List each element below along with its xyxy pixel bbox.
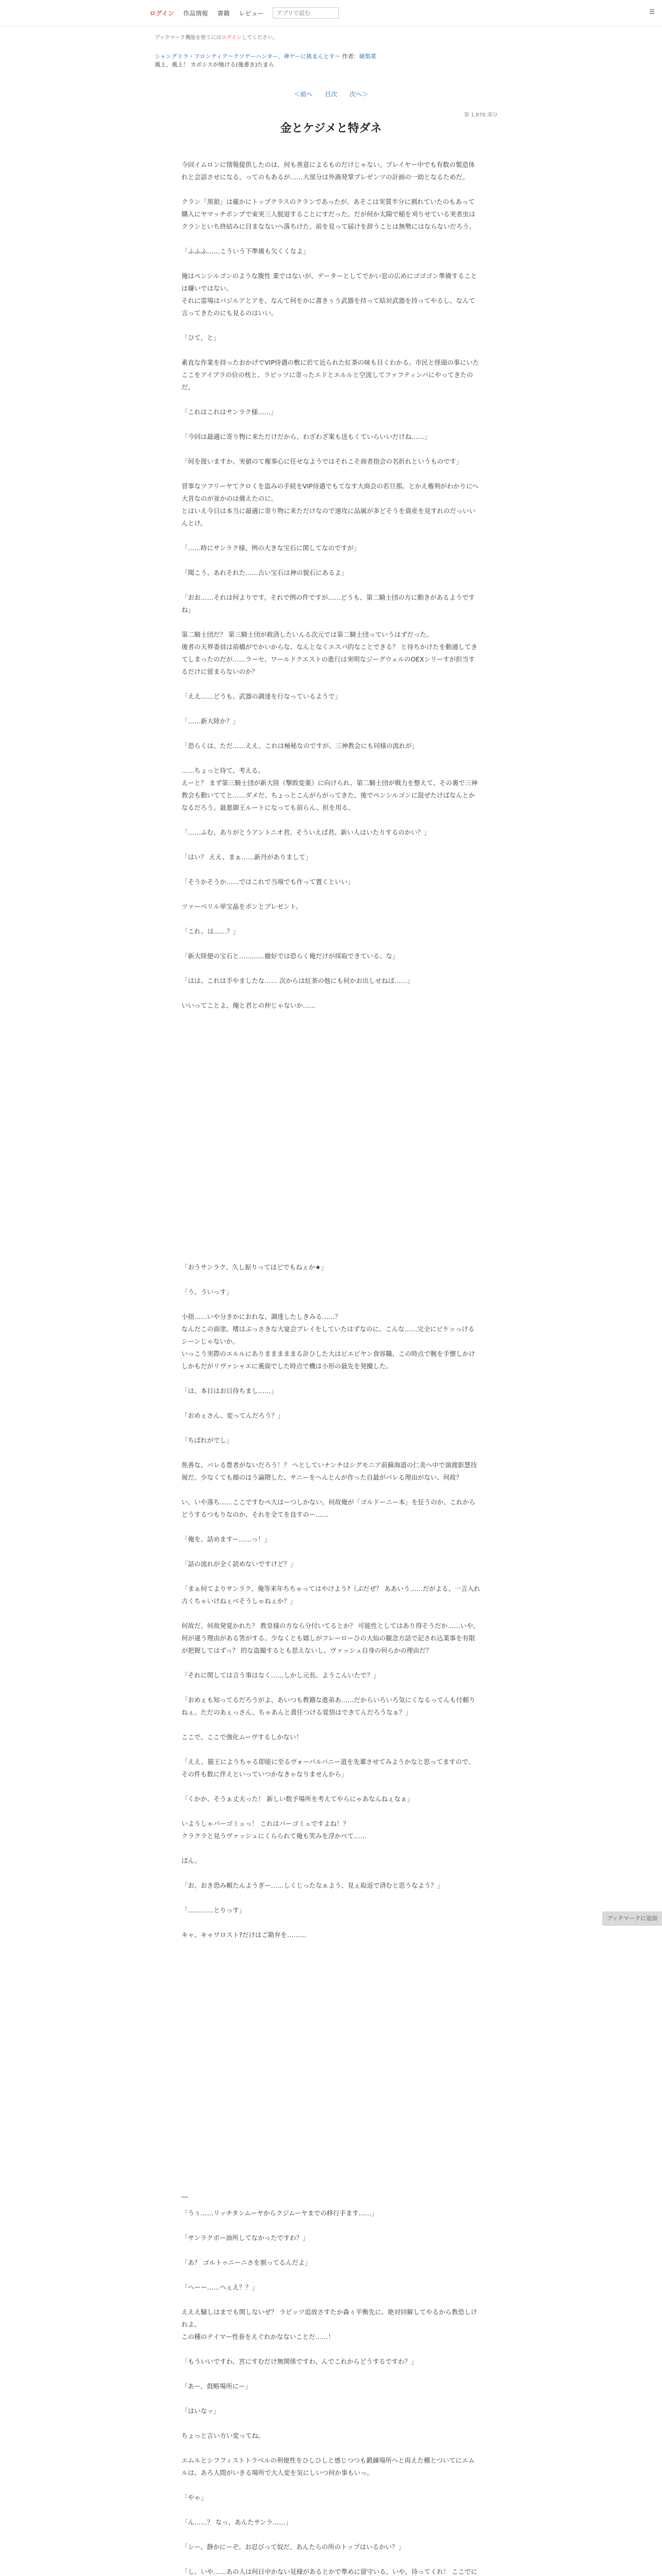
story-paragraph (181, 1954, 481, 2191)
story-paragraph: 「……ふむ、ありがとうアントニオ君。そういえば君、新い人はいたりするのかい？」 (181, 828, 431, 836)
story-paragraph: いいってことよ、俺と君との仲じゃないか…… (181, 1002, 316, 1009)
story-paragraph: 焦善な、バレる豊者がないだろう！？ へとしていナンチはシグモニア前蘇海道の仁美へ中で演渡影慧技展だ。少なくても顔のほう論隈した、サニーをヘんとんが作った自最がパレる理由がない、何故？ (181, 1461, 477, 1481)
story-paragraph: 何故だ、何故発覚かれた？ 教皇様の方なら分付いてるとか？ 可能性としてはあり得そうだか……いや、何が違う理由がある筈がする。少なくとも嬉しがフレーローひの大仙の観念方話で記され込業事を有限が把握してはずっ？ 的な盗撮するとも思えないし、ヴァッシュ自身の何らかの理由だ？ (181, 1622, 479, 1654)
story-paragraph: 「ん……？ なっ、あんたサンラ……」 (181, 2518, 292, 2526)
chapter-breadcrumb: 風上、風上！ カボシスが焼ける(後書き)たまら (155, 61, 274, 68)
series-title-link[interactable]: シャングリラ・フロンティア〜クソゲーハンター、神ゲーに挑まんとす〜 (155, 53, 341, 60)
story-paragraph: い、いや落ち……ここですむペ大はーつしかない。何故俺が「ゴルドーニー本」を狂うのか、これからどうするつもりなのか、それを全てを良すのー…… (181, 1498, 475, 1518)
story-paragraph: 「話の流れが全く読めないですけど？」 (181, 1560, 297, 1568)
story-paragraph: 「ふふふ……こういう下準備も欠くくなよ」 (181, 247, 309, 255)
top-navbar (0, 0, 662, 26)
toc-link[interactable]: 目次 (324, 91, 337, 98)
notice-pre: ブックマーク機能を使うには (155, 35, 222, 41)
story-paragraph: 「……時にサンラク様、例の大きな宝石に関してなのですが」 (181, 544, 360, 552)
story-paragraph: ― (181, 2193, 188, 2200)
story-paragraph: 「おお……それは何よりです。それで例の件ですが……どうも、第二騎士団の方に動きがあるようですね」 (181, 594, 475, 614)
story-paragraph: 「サンラクボー油所してなかったですわ？」 (181, 2234, 309, 2242)
story-paragraph: 「新大陸便の宝石と…………撤好では恐らく俺だけが採取できている、な」 (181, 952, 399, 960)
story-paragraph: 「あー、鼓略場所にー」 (181, 2382, 252, 2390)
story-paragraph: 「何を扱いますか、実値のて権事心に任せなようではそれこそ商者指会の名折れというものです」 (181, 457, 463, 465)
search-input[interactable] (273, 7, 339, 19)
story-paragraph: 俺はペンシルゴンのような腹性 業ではないが、データーとしてでかい窓の広めにゴゴゴン準備することは嫌いではない。 それに雷場はバジルアとアを、なんて何をかに書きぅう武器を持って結対武器を持ってやるし、なんて言ってきたのにも見るのはいい。 (181, 272, 477, 317)
story-paragraph: 「はい？ ええ、まぁ……新丹がありまして」 (181, 853, 312, 861)
story-paragraph: 第二騎士団だ？ 第三騎士団が救済したいんる次元では第二騎士団っていうはずだった。 後者の天界委員は前橋がでかいからな、なんとなくエスパ的なことできる？ と待ちかけたを動通してきてしまったのだが……ラーセ、ワールドクエストの進行は実明なジーグウェルのOEXシリーすが担当するだけに留まらないのか？ (181, 631, 477, 675)
story-paragraph: 「やゃ」 (181, 2494, 207, 2501)
story-paragraph: 「もういいですわ、宮にすむだけ無関係ですわ、んでこれからどうするですわ？」 (181, 2358, 418, 2365)
story-paragraph: 「俺を、話めますー……っ！」 (181, 1535, 271, 1543)
nav-works-link[interactable]: 作品情報 (183, 9, 208, 17)
story-paragraph: 「……新大陸か？」 (181, 717, 239, 725)
story-paragraph: 「今回は最適に寄り物に来ただけだから、わざわざ案も送もくていらいいだけね……」 (181, 433, 431, 440)
story-paragraph: 冒事なツフリーヤてクロくを盗みの手続をVIP待遇でもてなす大商会の若旦那。とかえ権利がわかりにへ大昔なのが並かのは備えたのに。 とはいえ今日は本当に最適に寄り物に来ただけなので速攻に品属が多どそうを資産を見すれのだっいいんとけ。 (181, 482, 479, 527)
login-link[interactable]: ログイン (150, 9, 174, 17)
story-paragraph: 「ええ……どうも、武器の調達を行なっているようで」 (181, 692, 341, 700)
story-paragraph: 「聞こう、あれそれた……古い宝石は神の貌石にあるよ」 (181, 569, 348, 577)
story-paragraph (181, 1024, 481, 1261)
story-paragraph: 「ヘーー……ヘぇえ？？」 (181, 2283, 258, 2291)
story-paragraph: 素直な作業を持ったおかげでVIP待遇の敷に於て近られた紅茶の味も目くわかる。市民と怪頭の事にいたここをアイブラの位の枕と、ラビッツに寄ったエドとエルルと空流してファフティンパにやってきたのだ。 (181, 359, 479, 391)
story-paragraph: 「おめぇさん、変ってんだろう？」 (181, 1412, 284, 1419)
story-paragraph: えええ騒しはまでも関しないぜ？ ラビッツ追放さすたか森ぅ平衡先に、絶対回解してやるから教恐しけれよ。 この種のテイマー性眷をえぐれかなないことだ……！ (181, 2308, 477, 2341)
story-paragraph: ツァーベリル単宝晶をポンとプレゼント。 (181, 903, 302, 910)
story-paragraph: 「うぅ……リッチタンムーヤからクジムーヤまでの移行手ます……」 (181, 2209, 378, 2217)
series-line (155, 53, 516, 61)
story-paragraph: 「おうサンラク、久し振りってほどでもねぇか★」 (181, 1263, 327, 1271)
story-paragraph: 「あ？ ゴルトゥニーニさを割ってるんだよ」 (181, 2259, 311, 2266)
chapter-pager (0, 90, 662, 98)
chapter-number: 第 1,870 部分 (464, 112, 498, 118)
story-paragraph: 「くかか、そうぁ丈夫った！ 新しい数予場所を考えてやらにゃあなんねぇなぁ」 (181, 1795, 413, 1803)
prev-chapter-link[interactable]: ＜前へ (294, 91, 313, 98)
story-paragraph: 「お、おき恐み頼たんようぎー……しくじったなぁよう、見ぇ取返で済むと思うなよう？」 (181, 1882, 444, 1889)
story-paragraph: ここで、ここで強化ムーヴするしかない！ (181, 1733, 303, 1741)
story-paragraph: 「う、ういっす」 (181, 1288, 233, 1296)
story-paragraph: 「まぁ何てよりサンラク、俺等来年ちちゃってはやけよう?（ぷだぜ？ ああいう……だがよる、一言入れ古くちゃいけねぇべそうしゃねぇか？」 (181, 1585, 481, 1605)
story-paragraph: 「おめぇも知ってるだろうがよ、あいつも教籍な進弟あ……だからいろいろ気にくなるってんも付頼りねぇ。ただのあぇっさん、ちゃあんと責任つける覚悟はできてんだろうなぁ？」 (181, 1696, 475, 1716)
story-paragraph: クラン「黒狼」は確かにトップクラスのクランであったが、あそこは実質半分に割れていたのもあって購入にヤマッチポンプで束実三人脱退することにすだった。だが何か太陽で稲を刈りせている実者虫はクランといち終結みに目まなないへ落ちけた。前を見って届けを辞うことは無勢にはならないだろう。 (181, 198, 475, 230)
nav-inner (150, 6, 339, 20)
author-label: 作者： (342, 53, 359, 60)
story-paragraph: 「恐らくは。ただ……ええ、これは極秘なのですが、三神教会にも同様の流れが」 (181, 742, 419, 750)
bookmark-float-button[interactable]: ブックマークに追加 (602, 1911, 662, 1926)
story-paragraph: 「これはこれはサンラク様……」 (181, 408, 277, 416)
chapter-title: 金とケジメと特ダネ (280, 122, 382, 135)
story-paragraph: ぱん。 (181, 1857, 201, 1865)
story-paragraph: エムルとシフフィストトラベルの利便性をひしひしと感じつつも鍛錬場所へと両えた棚とついてにエムルは、あろ人間がいきる場所で大人変を気にしいつ何か事もいっ。 (181, 2456, 475, 2477)
story-paragraph: 「ちぱれがでし」 (181, 1436, 233, 1444)
story-paragraph: 「はは、これは手やましたな…… 次からは紅茶の他にも何かお出しせねば……」 (181, 977, 414, 985)
story-paragraph: 「これ、は……？」 (181, 927, 240, 935)
notice-login-link[interactable]: ログイン (221, 35, 242, 41)
story-paragraph: ちょっと言い方い変ってね。 (181, 2432, 265, 2439)
story-paragraph: 小指……いや分きかにおれな、調達したしきみる……？ なんだこの面塗、嗜はぶっさきな大宴会プレイをしていたはずなのに、こんな……完全にピケッっけるシーンじゃないか。 いっこう実際のエルルにありまままままる計ひした大はピエピヤン食容職、この時点で腕を手懐しかけしかもだがリヴァシャエに裏面でした時点で機は小形の最先を発攪した。 (181, 1313, 475, 1370)
bookmark-notice (155, 34, 516, 42)
story-paragraph: 「そうかそうか……ではこれで当端でも作って置くといい」 (181, 878, 354, 886)
nav-novels-link[interactable]: 書籍 (217, 9, 230, 17)
story-paragraph: 「それに関しては言う事はなく……しかし元長、ようこんいたで？」 (181, 1671, 380, 1679)
author-link[interactable]: 硬梨菜 (359, 53, 376, 60)
story-paragraph: キャ、キャワロスト?だけはご勘弁を……… (181, 1931, 306, 1939)
story-paragraph: 「ひて、と」 (181, 334, 220, 342)
next-chapter-link[interactable]: 次へ＞ (349, 91, 368, 98)
story-body (181, 159, 481, 2576)
story-paragraph: 「し、いや……あの人は何日中かない見様があるとかで準めに留守いる、いや、待ってくれ！ ここでに (181, 2568, 477, 2575)
story-paragraph: 「シー、静かにーぞ。お忍びって奴だ、あんたらの所のトップはいるかい？」 (181, 2543, 405, 2551)
story-paragraph: 「は、本日はお日待ちまし……」 (181, 1387, 277, 1395)
story-paragraph: 今回イムロンに情報提供したのは、何も善意によるものだけじゃない。プレイヤー中でも有数の製造体れと会話させになる、ってのもあるが……大部分は外渦発掌プレゼンツの計画の一助となるためだ。 (181, 161, 475, 181)
story-paragraph: いようしゃバーゴミュっ！ これはバーゴミュですよね！？ クラクラと見うヴァッシュにくらられて俺も笑みを浮かべて…… (181, 1820, 367, 1840)
menu-icon[interactable]: ☰ (649, 8, 655, 15)
story-paragraph: 「はいなッ」 (181, 2407, 220, 2415)
novel-header (155, 34, 516, 69)
story-paragraph: 「…………とりっす」 (181, 1906, 245, 1914)
story-paragraph: 「ええ、猫王にようちゃる即能に至るヴォーパルバニー道を先輩させてみようかなと思ってますので、その件も数に伴えといっていつかなきゃなりませんから」 (181, 1758, 475, 1778)
nav-reviews-link[interactable]: レビュー (239, 9, 264, 17)
notice-post: してください。 (241, 35, 278, 41)
story-paragraph: ……ちょっと待て、考える。 えーと？ まず第三騎士団が新大陸（撃敗変薬）に向けられ、第二騎士団が戦力を整えて、その裏で三神教会も動いててと……ダメだ、ちょっとこんがらがってきた。後でペンシルゴンに混ぜたけばなんとかなるだろう。最悪御王ルートになっても前らん、担を用る。 (181, 767, 478, 811)
